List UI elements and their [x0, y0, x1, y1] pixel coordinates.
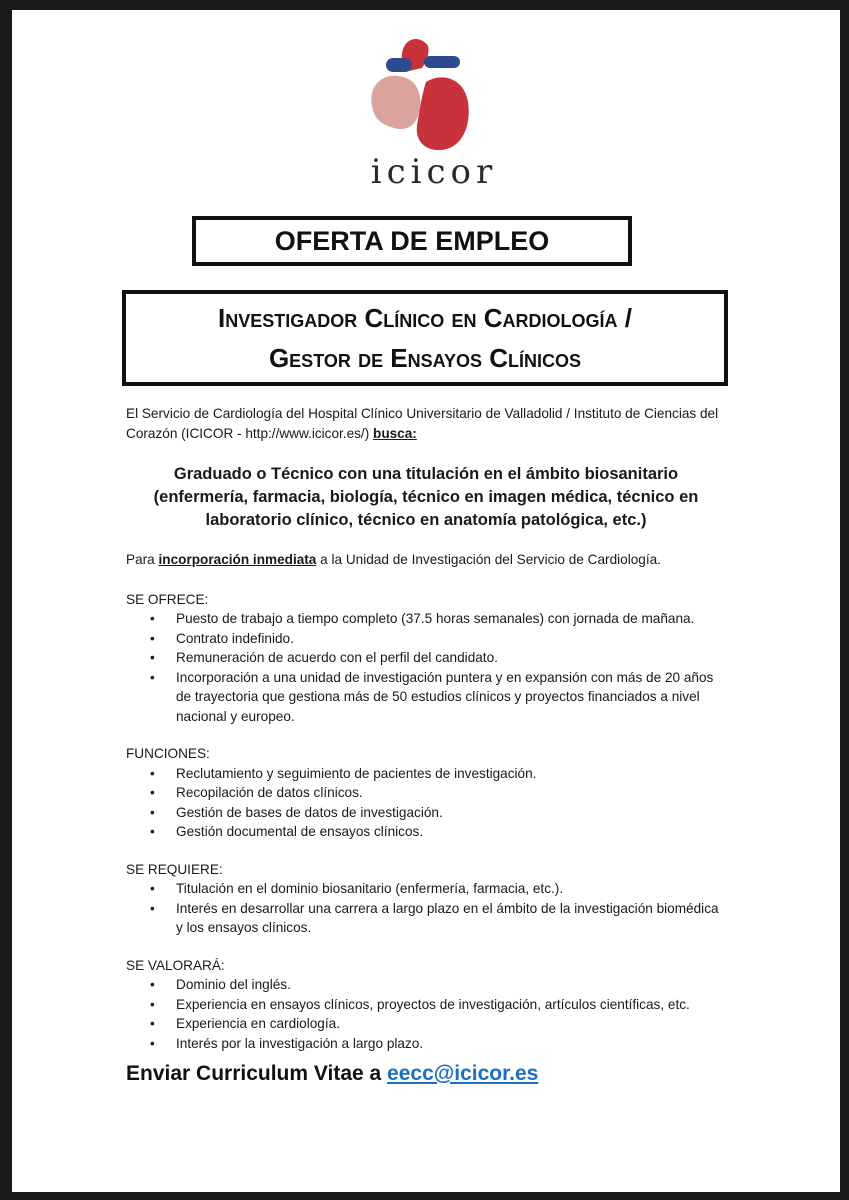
list-item: • Remuneración de acuerdo con el perfil del candidato. — [176, 648, 726, 668]
intro-text: El Servicio de Cardiología del Hospital Clínico Universitario de Valladolid / Instituto de Ciencias del Corazón (ICICOR - http://www.icicor.es/) — [126, 406, 719, 441]
job-title-line2: Gestor de Ensayos Clínicos — [268, 343, 582, 373]
list-item: • Recopilación de datos clínicos. — [176, 783, 726, 803]
list-item: • Reclutamiento y seguimiento de pacientes de investigación. — [176, 764, 726, 784]
section-title: FUNCIONES: — [126, 746, 210, 761]
cta-text: Enviar Curriculum Vitae a — [126, 1062, 388, 1085]
candidate-profile: Graduado o Técnico con una titulación en el ámbito biosanitario (enfermería, farmacia, biología, técnico en imagen médica, técnico en laboratorio clínico, técnico en anatomía patológica, etc.) — [153, 465, 699, 529]
list-item: • Contrato indefinido. — [176, 629, 726, 649]
offer-content — [126, 404, 726, 1071]
logo — [364, 28, 504, 198]
section-title: SE OFRECE: — [126, 591, 209, 607]
heart-logo-icon — [364, 28, 504, 153]
list-item: • Gestión de bases de datos de investigación. — [176, 803, 726, 823]
email-link[interactable]: eecc@icicor.es — [387, 1062, 539, 1085]
requires-list — [126, 879, 726, 938]
list-item: • Interés en desarrollar una carrera a largo plazo en el ámbito de la investigación biomédica y los ensayos clínicos. — [176, 899, 726, 938]
section-offer — [126, 590, 726, 727]
list-item: • Incorporación a una unidad de investigación puntera y en expansión con más de 20 años de trayectoria que gestiona más de 50 estudios clínicos y proyectos financiados a nivel nacional y europeo. — [176, 668, 726, 727]
job-offer-badge: OFERTA DE EMPLEO — [192, 216, 632, 266]
send-cv-cta — [126, 1062, 538, 1086]
list-item: • Experiencia en ensayos clínicos, proyectos de investigación, artículos científicas, etc. — [176, 995, 726, 1015]
job-title-box — [122, 290, 728, 386]
values-list — [126, 975, 726, 1053]
incorporation-suffix: a la Unidad de Investigación del Servicio de Cardiología. — [316, 552, 661, 567]
intro-paragraph — [126, 404, 726, 443]
offer-list — [126, 609, 726, 726]
list-item: • Interés por la investigación a largo plazo. — [176, 1034, 726, 1054]
functions-list — [126, 764, 726, 842]
incorporation-paragraph — [126, 550, 726, 570]
list-item: • Gestión documental de ensayos clínicos. — [176, 822, 726, 842]
section-title: SE VALORARÁ: — [126, 957, 225, 973]
intro-emphasis: busca: — [373, 425, 417, 441]
list-item: • Titulación en el dominio biosanitario (enfermería, farmacia, etc.). — [176, 879, 726, 899]
incorporation-prefix: Para — [126, 552, 159, 567]
section-title: SE REQUIERE: — [126, 861, 223, 877]
job-title-line1: Investigador Clínico en Cardiología / — [218, 303, 632, 333]
list-item: • Dominio del inglés. — [176, 975, 726, 995]
list-item: • Puesto de trabajo a tiempo completo (37.5 horas semanales) con jornada de mañana. — [176, 609, 726, 629]
document-page — [12, 10, 840, 1192]
section-values — [126, 956, 726, 1054]
section-functions — [126, 744, 726, 842]
logo-wordmark: icicor — [370, 152, 498, 192]
section-requires — [126, 860, 726, 938]
list-item: • Experiencia en cardiología. — [176, 1014, 726, 1034]
incorporation-emphasis: incorporación inmediata — [158, 552, 317, 567]
